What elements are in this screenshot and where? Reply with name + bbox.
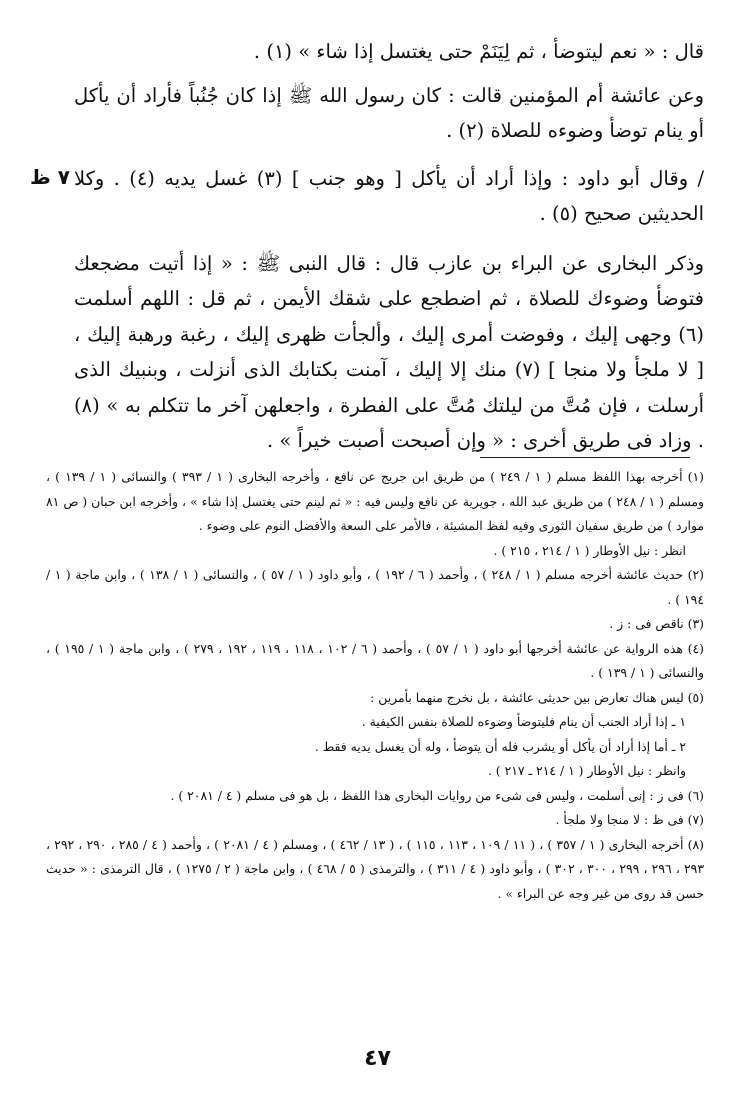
- paragraph-1: قال : « نعم ليتوضأ ، ثم لِيَنَمْ حتى يغتسل إذا شاء » (١) .: [253, 40, 704, 63]
- footnote-4: (٤) هذه الرواية عن عائشة أخرجها أبو داود ( ١ / ٥٧ ) ، وأحمد ( ٦ / ١٠٢ ، ١١٨ ، ١١٩ ، ١٩٢ ، ٢٧٩ ) ، وابن ماجة ( ١ / ١٩٥ ) ، والنسائى ( ١ / ١٣٩ ) .: [46, 640, 704, 680]
- paragraph-4: وذكر البخارى عن البراء بن عازب قال : قال النبى ﷺ : « إذا أتيت مضجعك فتوضأ وضوءك للصلاة ، ثم اضطجع على شقك الأيمن ، ثم قل : اللهم أسلمت (٦) وجهى إليك ، وفوضت أمرى إليك ، وألجأت ظهرى إليك ، رغبة ورهبة إليك ، [ لا ملجأ ولا منجا ] (٧) منك إلا إليك ، آمنت بكتابك الذى أنزلت ، وبنبيك الذى أرسلت ، فإن مُتَّ من ليلتك مُتَّ على الفطرة ، واجعلهن آخر ما تتكلم به » (٨) . وزاد فى طريق أخرى : « وإن أصبحت أصبت خيراً » .: [74, 251, 704, 452]
- footnotes-section: [46, 465, 704, 906]
- main-text: [74, 34, 704, 459]
- footnote-1-extra: انظر : نيل الأوطار ( ١ / ٢١٤ ، ٢١٥ ) .: [493, 542, 686, 558]
- footnote-1-text: (١) أخرجه بهذا اللفظ مسلم ( ١ / ٢٤٩ ) من طريق ابن جريج عن نافع ، وأخرجه البخارى ( ١ / ٣٩٣ ) والنسائى ( ١ / ١٣٩ ) ، ومسلم ( ١ / ٢٤٨ ) من طريق عبد الله ، جويرية عن نافع وليس فيه : « ثم لينم حتى يغتسل إذا شاء » ، وأخرجه ابن حبان ( ص ٨١ موارد ) من طريق سفيان الثورى وفيه لفظ المشيئة ، فالأمر على السعة والأفضل النوم على وضوء .: [46, 469, 705, 533]
- manuscript-folio-marker: ٧ ظ: [30, 165, 70, 189]
- footnote-2: (٢) حديث عائشة أخرجه مسلم ( ١ / ٢٤٨ ) ، وأحمد ( ٦ / ١٩٢ ) ، وأبو داود ( ١ / ٥٧ ) ، والنسائى ( ١ / ١٣٨ ) ، وابن ماجة ( ١ / ١٩٤ ) .: [46, 567, 704, 607]
- paragraph-2: وعن عائشة أم المؤمنين قالت : كان رسول الله ﷺ إذا كان جُنُباً فأراد أن يأكل أو ينام توضأ وضوءه للصلاة (٢) .: [74, 83, 704, 142]
- footnote-8: (٨) أخرجه البخارى ( ١ / ٣٥٧ ) ، ( ١١ / ١٠٩ ، ١١٣ ، ١١٥ ) ، ( ١٣ / ٤٦٢ ) ، ومسلم ( ٤ / ٢٠٨١ ) ، وأحمد ( ٤ / ٢٨٥ ، ٢٩٠ ، ٢٩٢ ، ٢٩٣ ، ٢٩٦ ، ٢٩٩ ، ٣٠٠ ، ٣٠٢ ) ، وأبو داود ( ٤ / ٣١١ ) ، والترمذى ( ٥ / ٤٦٨ ) ، وابن ماجة ( ٢ / ١٢٧٥ ) ، قال الترمذى : « حديث حسن قد روى من غير وجه عن البراء » .: [46, 836, 704, 901]
- footnote-5-line-1: ١ ـ إذا أراد الجنب أن ينام فليتوضأ وضوءه للصلاة بنفس الكيفية .: [361, 714, 686, 729]
- footnote-5-line-3: وانظر : نيل الأوطار ( ١ / ٢١٤ ـ ٢١٧ ) .: [487, 763, 686, 778]
- footnote-1: [46, 465, 704, 563]
- footnote-3: (٣) ناقص فى : ز .: [609, 616, 704, 631]
- paragraph-3: / وقال أبو داود : وإذا أراد أن يأكل [ وهو جنب ] (٣) غسل يديه (٤) . وكلا الحديثين صحيح (٥) .: [74, 166, 705, 225]
- footnote-5-line-2: ٢ ـ أما إذا أراد أن يأكل أو يشرب فله أن يتوضأ ، وله أن يغسل يديه فقط .: [314, 738, 686, 754]
- footnote-6: (٦) فى ز : إنى أسلمت ، وليس فى شىء من روايات البخارى هذا اللفظ ، بل هو فى مسلم ( ٤ / ٢٠٨١ ) .: [170, 787, 704, 803]
- page-number: ٤٧: [364, 1046, 391, 1071]
- footnote-5-text: (٥) ليس هناك تعارض بين حديثى عائشة ، بل نخرج منهما بأمرين :: [370, 689, 704, 705]
- footnote-divider: [480, 457, 690, 458]
- footnote-5: [46, 686, 704, 784]
- footnote-7: (٧) فى ظ : لا منجا ولا ملجأ .: [555, 812, 704, 827]
